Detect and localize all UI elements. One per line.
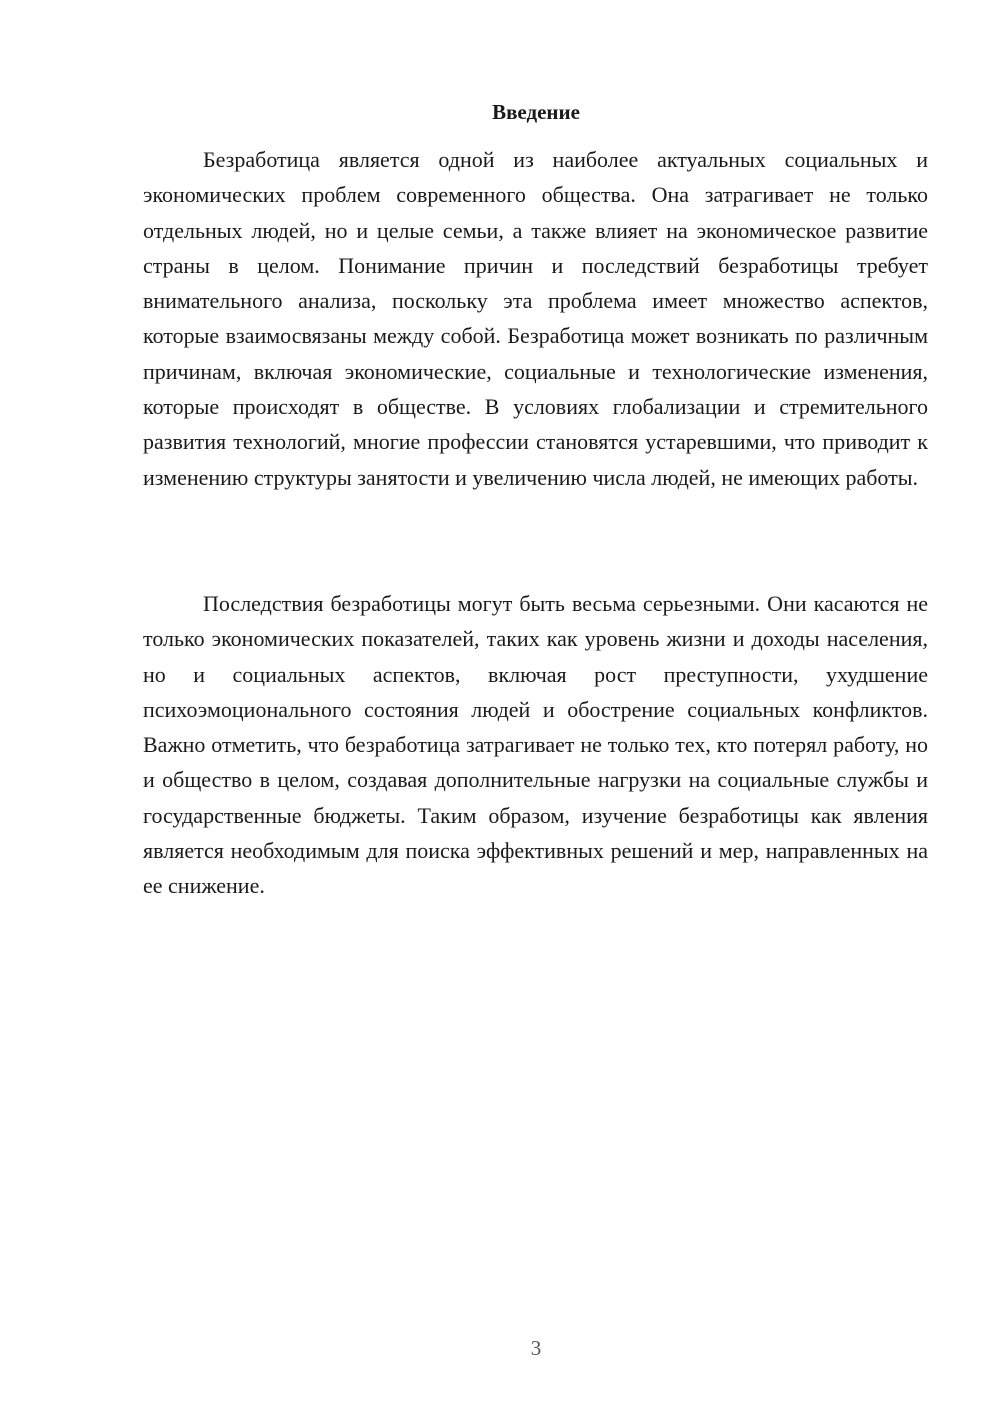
page-number: 3 [530, 1336, 542, 1360]
paragraph-1: Безработица является одной из наиболее актуальных социальных и экономических проблем современного общества. Она затрагивает не только отдельных людей, но и целые семьи, а также влияет на экономическое развитие страны в целом. Понимание причин и последствий безработицы требует внимательного анализа, поскольку эта проблема имеет множество аспектов, которые взаимосвязаны между собой. Безработица может возникать по различным причинам, включая экономические, социальные и технологические изменения, которые происходят в обществе. В условиях глобализации и стремительного развития технологий, многие профессии становятся устаревшими, что приводит к изменению структуры занятости и увеличению числа людей, не имеющих работы. [143, 147, 928, 490]
section-title: Введение [492, 100, 580, 124]
paragraph-2: Последствия безработицы могут быть весьма серьезными. Они касаются не только экономических показателей, таких как уровень жизни и доходы населения, но и социальных аспектов, включая рост преступности, ухудшение психоэмоционального состояния людей и обострение социальных конфликтов. Важно отметить, что безработица затрагивает не только тех, кто потерял работу, но и общество в целом, создавая дополнительные нагрузки на социальные службы и государственные бюджеты. Таким образом, изучение безработицы как явления является необходимым для поиска эффективных решений и мер, направленных на ее снижение. [143, 591, 928, 899]
